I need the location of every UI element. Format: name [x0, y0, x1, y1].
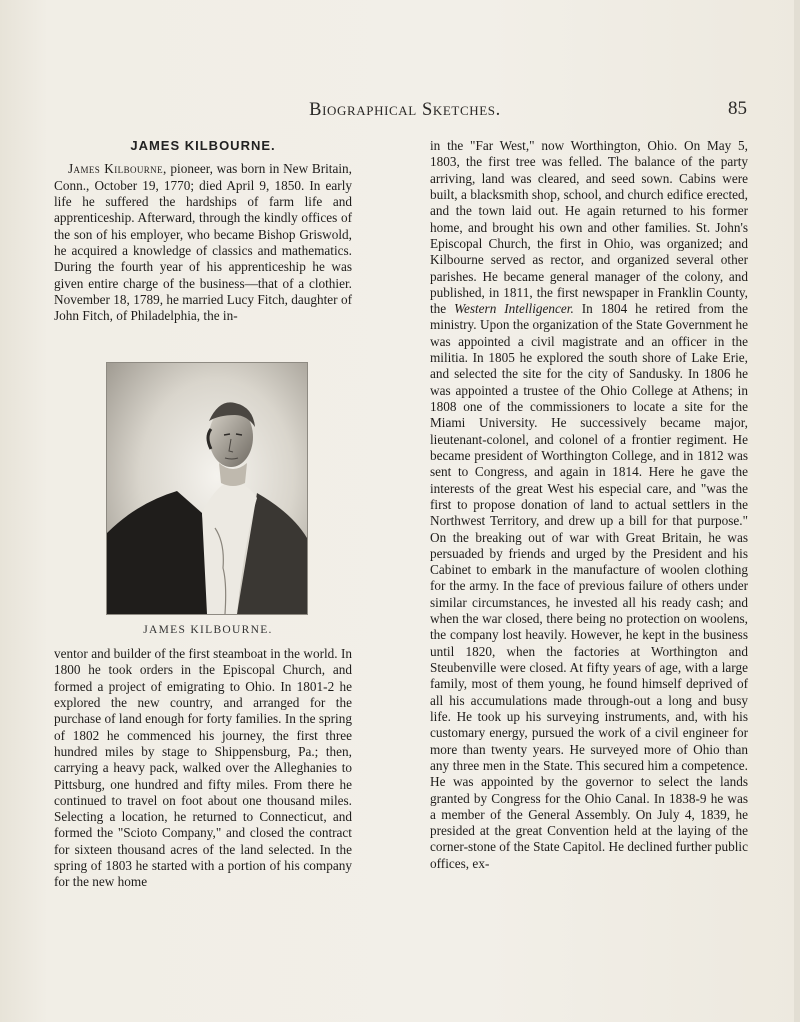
right-column [430, 138, 748, 872]
article-title: JAMES KILBOURNE. [130, 138, 276, 153]
portrait-caption: JAMES KILBOURNE. [143, 624, 273, 636]
continued-paragraph: ventor and builder of the first steamboat in the world. In 1800 he took orders in the Episcopal Church, and formed a project of emigrating to Ohio. In 1801-2 he explored the new country, and arranged for the purchase of land enough for forty families. In the spring of 1802 he commenced his journey, the first three hundred miles by stage to Shippensburg, Pa.; then, carrying a heavy pack, walked over the Alleghanies to Pittsburg, one hundred and fifty miles. From there he continued to travel on foot about one thousand miles. Selecting a location, he returned to Connecticut, and formed the "Scioto Company," and closed the contract for sixteen thousand acres of the land selected. In the spring of 1803 he started with a portion of his company for the new home [54, 646, 352, 890]
opening-paragraph [54, 161, 352, 324]
page-number: 85 [728, 98, 747, 119]
right-column-paragraph [430, 138, 748, 872]
right-text-part-a: in the "Far West," now Worthington, Ohio. On May 5, 1803, the first tree was felled. The balance of the party arriving, land was cleared, and seed sown. Cabins were built, a blacksmith shop, school, and church edifice erected, and the town laid out. He again returned to his former home, and brought his own and other families. St. John's Episcopal Church, the first in Ohio, was organized; and Kilbourne served as rector, and organized several other parishes. He became general manager of the colony, and published, in 1811, the first newspaper in Franklin County, the [430, 138, 748, 317]
page-edge [794, 0, 800, 1022]
running-head: Biographical Sketches. [309, 100, 501, 120]
right-text-part-b: In 1804 he retired from the ministry. Upon the organization of the State Government he was appointed a civil magistrate and an officer in the militia. In 1805 he explored the south shore of Lake Erie, and selected the site for the city of Sandusky. In 1806 he was appointed a trustee of the Ohio College at Athens; in 1808 one of the commissioners to locate a site for the Miami University. He successively became major, lieutenant-colonel, and colonel of a frontier regiment. He became president of Worthington College, and in 1812 was sent to Congress, and again in 1814. Here he gave the interests of the great West his especial care, and "was the first to propose donation of land to actual settlers in the Northwest Territory, and drew up a bill for that purpose." On the breaking out of war with Great Britain, he was persuaded by friends and urged by the President and his Cabinet to embark in the manufacture of woolen clothing for the army. In the face of previous failure of others under similar circumstances, he invested all his ready cash; and when the war closed, there being no protection on woolens, the company lost heavily. However, he kept in the business until 1820, when the factories at Worthington and Steubenville were closed. At fifty years of age, with a large family, most of them young, he found himself deprived of all his accumulations made through-out a long and busy life. He took up his surveying instruments, and, with his customary energy, pursued the work of a civil engineer for more than twenty years. He surveyed more of Ohio than any three men in the State. This secured him a competence. He was appointed by the governor to select the lands granted by Congress for the Ohio Canal. In 1838-9 he was a member of the General Assembly. On July 4, 1839, he presided at the great Convention held at the laying of the corner-stone of the State Capitol. He declined further public offices, ex- [430, 301, 748, 871]
left-column-continued [54, 646, 352, 891]
opening-paragraph-text: pioneer, was born in New Britain, Conn., October 19, 1770; died April 9, 1850. In early life he suffered the hardships of farm life and apprenticeship. Afterward, through the kindly offices of the son of his employer, who became Bishop Griswold, he acquired a knowledge of classics and mathematics. During the fourth year of his apprenticeship he was given entire charge of the business—that of a clothier. November 18, 1789, he married Lucy Fitch, daughter of John Fitch, of Philadelphia, the in- [54, 161, 352, 324]
subject-name: James Kilbourne, [68, 161, 167, 177]
portrait-image [106, 362, 308, 615]
newspaper-title: Western Intelligencer. [454, 301, 574, 317]
portrait-engraving [107, 363, 307, 614]
left-column [54, 138, 352, 324]
